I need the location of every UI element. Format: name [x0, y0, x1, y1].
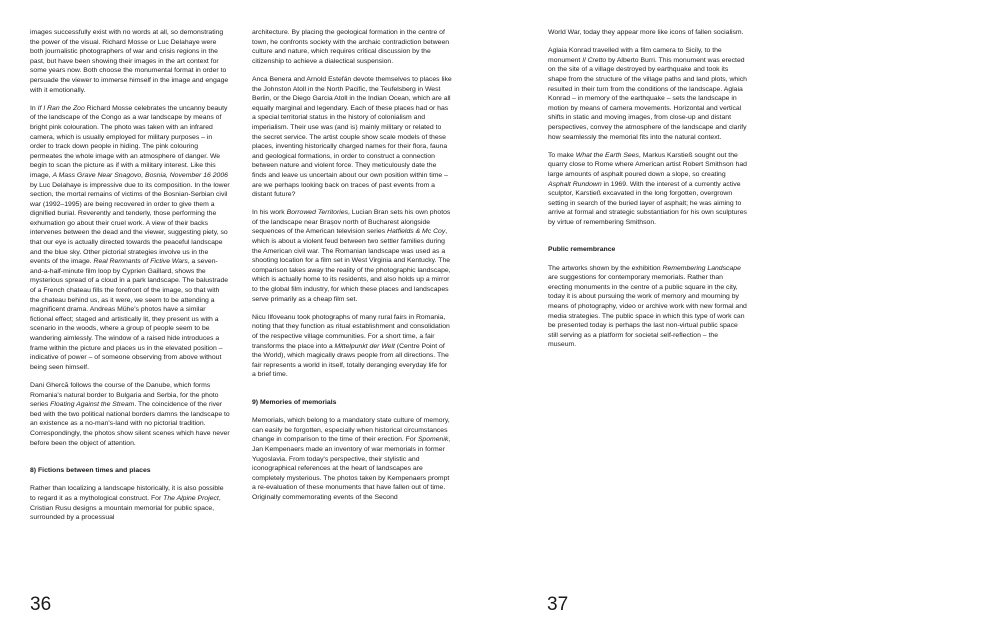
paragraph: The artworks shown by the exhibition Remembering Landscape are suggestions for contemporary memorials. Rather than erecting monuments in the centre of a public square in the city, today it is about pursuing the work of memory and mourning by means of photography, video or archive work with new formal and media strategies. The public space in which this type of work can be presented today is perhaps the last non-virtual public space still serving as a platform for societal self-reflection – the museum.	[548, 264, 747, 349]
artwork-title: Asphalt Rundown	[548, 180, 602, 188]
right-column-1	[548, 28, 748, 359]
paragraph: Memorials, which belong to a mandatory state culture of memory, can easily be forgotten, especially when historical circumstances change in comparison to the time of their erection. For Spomenik, Jan Kempenaers made an inventory of war memorials in former Yugoslavia. From today's perspective, their stylistic and iconographical references at the heart of landscapes are completely mysterious. The photos taken by Kempenaers prompt a re-evaluation of these monuments that have fallen out of time. Originally commemorating events of the Second	[252, 417, 451, 501]
page-number: 37	[547, 594, 569, 615]
artwork-title: Hatfields & Mc Coy	[387, 228, 446, 236]
artwork-title: A Mass Grave Near Snagovo, Bosnia, November 16 2006	[52, 171, 228, 179]
paragraph: Aglaia Konrad travelled with a film camera to Sicily, to the monument Il Cretto by Alberto Burri. This monument was erected on the site of a village destroyed by earthquake and took its shape from the structure of the village paths and land plots, which resulted in their turn from the conditions of the landscape. Aglaia Konrad – in memory of the earthquake – sets the landscape in motion by means of camera movements. Horizontal and vertical shifts in static and moving images, from close-up and distant perspectives, convey the atmosphere of the landscape and clarify how seamlessly the memorial fits into the natural context.	[548, 47, 747, 141]
section-heading: 9) Memories of memorials	[252, 398, 337, 406]
artwork-title: Floating Against the Stream	[50, 401, 135, 409]
paragraph: Dani Ghercă follows the course of the Danube, which forms Romania's natural border to Bulgaria and Serbia, for the photo series Floating Against the Stream. The coincidence of the river bed with the two political national borders damns the landscape to an existence as a no-man's-land with no pictorial tradition. Correspondingly, the photos show silent scenes which have never before been the object of attention.	[30, 381, 230, 447]
artwork-title: What the Earth Sees	[575, 151, 639, 159]
artwork-title: Il Cretto	[582, 56, 607, 64]
artwork-title: Spomenik	[417, 436, 449, 444]
paragraph: Rather than localizing a landscape historically, it is also possible to regard it as a mythological construct. For The Alpine Project, Cristian Rusu designs a mountain memorial for public space, surrounded by a processual	[30, 485, 224, 522]
left-column-2	[252, 28, 452, 511]
paragraph: Anca Benera and Arnold Estefán devote themselves to places like the Johnston Atoll in the North Pacific, the Teufelsberg in West Berlin, or the Diego Garcia Atoll in the Indian Ocean, which are all equally marginal and legendary. Each of these places had or has a special territorial status in the history of colonialism and imperialism. Their use was (and is) mainly military or related to the secret service. The artist couple show scale models of these places, inventing historically charged names for their flora, fauna and geological formations, in order to construct a connection between nature and violent force. They meticulously date the finds and leave us uncertain about our own position within time – are we perhaps looking back on traces of past events from a distant future?	[252, 75, 452, 199]
artwork-title: Borrowed Territories	[286, 209, 348, 217]
paragraph: architecture. By placing the geological formation in the centre of town, he confronts society with the archaic contradiction between culture and nature, which requires critical discussion by the citizenship to achieve a dialectical suspension.	[252, 29, 450, 65]
right-page	[500, 0, 1000, 643]
artwork-title: Mittelpunkt der Welt	[334, 342, 395, 350]
artwork-title: The Alpine Project	[163, 494, 219, 502]
paragraph: images successfully exist with no words at all, so demonstrating the power of the visual. Richard Mosse or Luc Delahaye were both journalistic photographers of war and crisis regions in the past, but have been showing their images in the art context for some years now. Both choose the monumental format in order to persuade the viewer to immerse himself in the image and engage with it emotionally.	[30, 29, 229, 94]
paragraph: World War, today they appear more like icons of fallen socialism.	[548, 29, 744, 36]
section-heading: 8) Fictions between times and places	[30, 467, 151, 475]
left-column-1	[30, 28, 230, 531]
section-heading: Public remembrance	[548, 246, 616, 254]
paragraph: To make What the Earth Sees, Markus Karstieß sought out the quarry close to Rome where American artist Robert Smithson had large amounts of asphalt poured down a slope, so creating Asphalt Rundown in 1969. With the interest of a currently active sculptor, Karstieß excavated in the long forgotten, overgrown setting in search of the buried layer of asphalt; he was aiming to arrive at formal and strategic substantiation for his own sculptures by virtue of remembering Smithson.	[548, 151, 747, 226]
page-number: 36	[30, 594, 52, 615]
artwork-title: Remembering Landscape	[662, 264, 741, 272]
artwork-title: If I Ran the Zoo	[37, 104, 85, 112]
paragraph: Nicu Ilfoveanu took photographs of many rural fairs in Romania, noting that they function as ritual establishment and consolidation of the respective village communities. For a short time, a fair transforms the place into a Mittelpunkt der Welt (Centre Point of the World), which magically draws people from all directions. The fair represents a world in itself, totally deranging everyday life for a brief time.	[252, 313, 450, 379]
paragraph: In If I Ran the Zoo Richard Mosse celebrates the uncanny beauty of the landscape of the Congo as a war landscape by means of bright pink colouration. The photo was taken with an infrared camera, which is usually employed for military purposes – in order to track down people in hiding. The pink colouring permeates the whole image with an atmosphere of danger. We begin to scan the picture as if with a military interest. Like this image, A Mass Grave Near Snagovo, Bosnia, November 16 2006 by Luc Delahaye is impressive due to its composition. In the lower section, the mortal remains of victims of the Bosnian-Serbian civil war (1992–1995) are being recovered in order to give them a dignified burial. Reverently and tenderly, those performing the exhumation go about their cruel work. A view of their backs intervenes between the dead and the viewer, suggesting piety, so that our eye is actually directed towards the peaceful landscape and the blue sky. Other pictorial strategies involve us in the events of the image. Real Remnants of Fictive Wars, a seven-and-a-half-minute film loop by Cyprien Gaillard, shows the mysterious spread of a cloud in a park landscape. The balustrade of a French chateau fills the forefront of the image, so that with the chateau behind us, as it were, we seem to be attending a magnificent drama. Andreas Mühe's photos have a similar fictional effect; staged and artistically lit, they present us with a scenario in the woods, where a group of people seem to be wandering aimlessly. The window of a raised hide introduces a frame within the picture and places us in the elevated position – indicative of power – of someone observing from above without being seen himself.	[30, 104, 230, 371]
artwork-title: Real Remnants of Fictive Wars	[93, 258, 188, 266]
paragraph: In his work Borrowed Territories, Lucian Bran sets his own photos of the landscape near Brașov north of Bucharest alongside sequences of the American television series Hatfields & Mc Coy, which is about a violent feud between two settler families during the American civil war. The Romanian landscape was used as a shooting location for a film set in West Virginia and Kentucky. The comparison takes away the reality of the photographic landscape, which is actually home to its residents, and also holds up a mirror to the global film industry, for which these places and landscapes serve primarily as a cheap film set.	[252, 209, 451, 303]
